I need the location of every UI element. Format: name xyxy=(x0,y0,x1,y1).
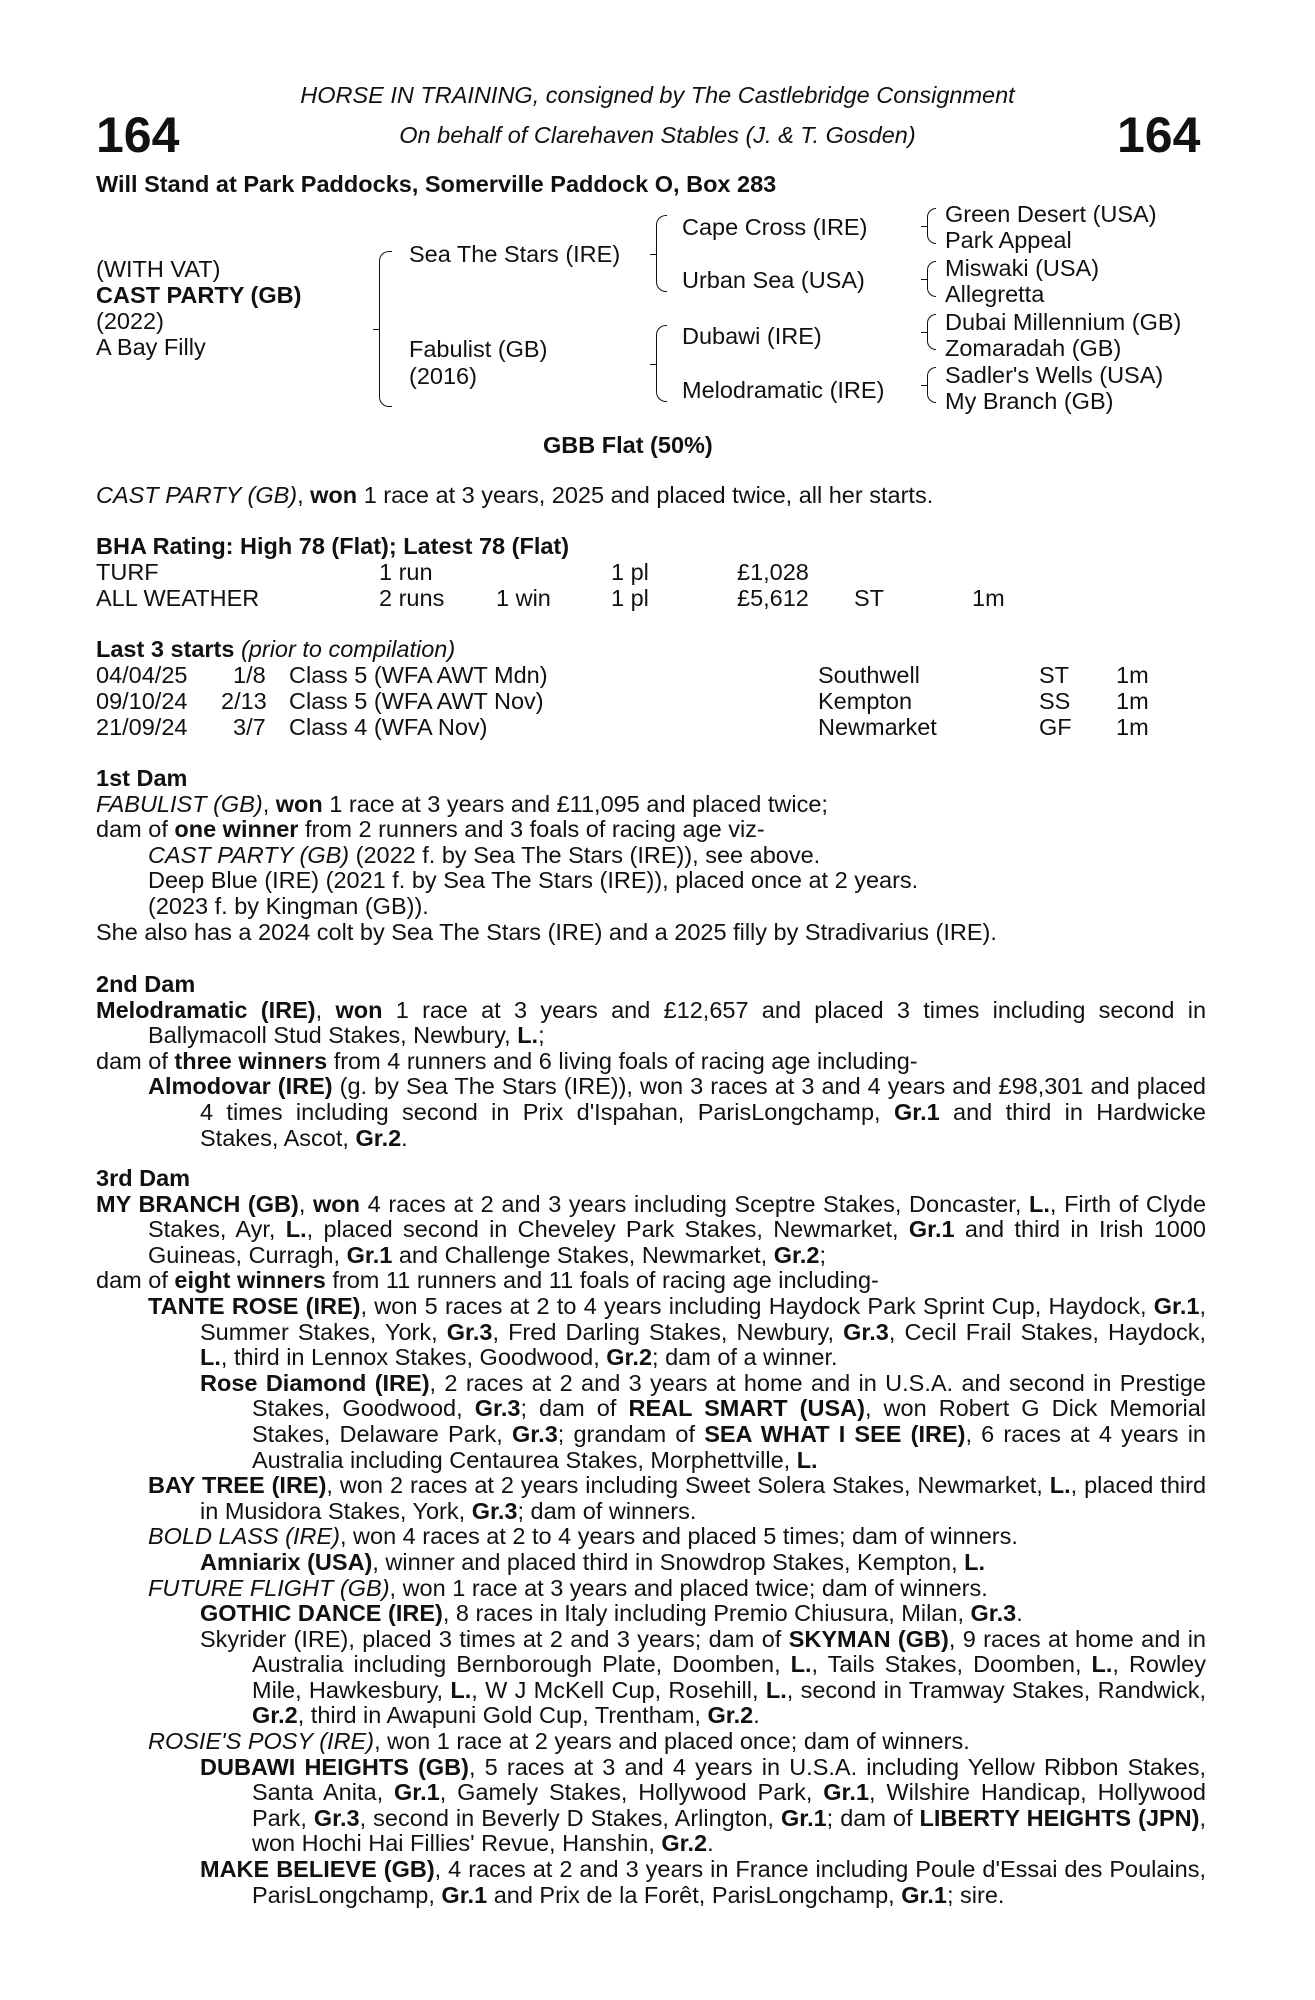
text: 4 races at 2 and 3 years including Sceptre Stakes, Doncaster, xyxy=(367,1190,1022,1217)
stand-location: Will Stand at Park Paddocks, Somerville Paddock O, Box 283 xyxy=(96,171,777,197)
text: , won 1 race at 3 years and placed twice; dam of winners. xyxy=(389,1574,988,1601)
pedigree-gg8: My Branch (GB) xyxy=(945,388,1114,414)
text: dam of xyxy=(96,1267,168,1294)
rating-prize: £1,028 xyxy=(737,559,809,585)
grade-label: Gr.1 xyxy=(393,1779,440,1806)
text: , placed third in Musidora Stakes, York, xyxy=(200,1472,1207,1524)
grade-label: Gr.1 xyxy=(441,1881,488,1908)
text: ; grandam of xyxy=(557,1420,695,1447)
produce-item xyxy=(148,1473,1206,1524)
start-distance: 1m xyxy=(1116,662,1149,688)
rating-prize: £5,612 xyxy=(737,585,809,611)
pedigree-brace-dam xyxy=(656,325,667,402)
produce-item xyxy=(148,1074,1206,1151)
produce-name: SEA WHAT I SEE (IRE) xyxy=(704,1420,966,1447)
dam-name: MY BRANCH (GB) xyxy=(96,1190,299,1217)
produce-item xyxy=(200,1371,1206,1473)
pedigree-gg5: Dubai Millennium (GB) xyxy=(945,309,1182,335)
text: , Fred Darling Stakes, Newbury, xyxy=(492,1318,835,1345)
produce-name: GOTHIC DANCE (IRE) xyxy=(200,1600,443,1627)
won-label: won xyxy=(335,996,383,1023)
consignor-line: HORSE IN TRAINING, consigned by The Castlebridge Consignment xyxy=(300,82,1015,108)
start-course: Newmarket xyxy=(818,714,937,740)
produce-name: TANTE ROSE (IRE) xyxy=(148,1292,361,1319)
last-starts-title xyxy=(96,637,455,663)
horse-name: CAST PARTY (GB) xyxy=(96,282,302,308)
listed-label: L. xyxy=(765,1676,787,1703)
pedigree-gg7: Sadler's Wells (USA) xyxy=(945,362,1164,388)
winners-count: one winner xyxy=(174,816,299,843)
produce-name: Amniarix (USA) xyxy=(200,1548,373,1575)
grade-label: Gr.3 xyxy=(313,1804,360,1831)
produce-name: FUTURE FLIGHT (GB) xyxy=(148,1574,390,1601)
grade-label: Gr.1 xyxy=(346,1241,393,1268)
produce-name: CAST PARTY (GB) xyxy=(148,841,350,868)
rating-wins: 1 win xyxy=(496,585,551,611)
text: . xyxy=(401,1124,408,1151)
text: , 6 races at 4 years in Australia including Centaurea Stakes, Morphettville, xyxy=(252,1420,1206,1473)
listed-label: L. xyxy=(964,1548,986,1575)
listed-label: L. xyxy=(1029,1190,1050,1217)
text: dam of xyxy=(96,816,168,843)
pedigree-dam-dam: Melodramatic (IRE) xyxy=(682,377,885,403)
text: , Wilshire Handicap, Hollywood Park, xyxy=(252,1779,1206,1831)
grade-label: Gr.3 xyxy=(512,1420,558,1447)
grade-label: Gr.3 xyxy=(446,1318,493,1345)
produce-item xyxy=(200,1857,1206,1908)
start-date: 04/04/25 xyxy=(96,662,188,688)
lot-number-right: 164 xyxy=(1117,107,1201,163)
pedigree-brace-g2 xyxy=(927,261,936,297)
grade-label: Gr.1 xyxy=(823,1779,870,1806)
text: . xyxy=(707,1830,714,1857)
start-course: Kempton xyxy=(818,688,913,714)
rating-row xyxy=(96,586,1196,612)
text: , won 1 race at 2 years and placed once; dam of winners. xyxy=(374,1728,970,1755)
produce-item xyxy=(148,843,1206,869)
section-heading: 3rd Dam xyxy=(96,1165,191,1191)
text: and third in Irish 1000 Guineas, Curragh, xyxy=(148,1216,1206,1268)
grade-label: Gr.3 xyxy=(843,1318,889,1345)
text: from 2 runners and 3 foals of racing age viz- xyxy=(304,816,765,843)
grade-label: Gr.2 xyxy=(355,1124,402,1151)
text: . xyxy=(753,1702,760,1729)
start-going: GF xyxy=(1039,714,1072,740)
produce-item xyxy=(200,1601,1206,1627)
rating-row xyxy=(96,560,1196,586)
text: ; dam of a winner. xyxy=(652,1344,838,1371)
text: (2022 f. by Sea The Stars (IRE)), see above. xyxy=(355,841,821,868)
rating-placed: 1 pl xyxy=(611,585,649,611)
produce-item xyxy=(200,1755,1206,1857)
start-race: Class 4 (WFA Nov) xyxy=(289,714,488,740)
grade-label: Gr.2 xyxy=(252,1702,298,1729)
text: 1 race at 3 years and £12,657 and placed 3 times including second in Ballymacoll Stud Stakes, Newbury, xyxy=(148,996,1207,1049)
start-row xyxy=(96,663,1196,689)
text: . xyxy=(1016,1600,1023,1627)
produce-item xyxy=(200,1627,1206,1729)
start-distance: 1m xyxy=(1116,688,1149,714)
text: , second in Tramway Stakes, Randwick, xyxy=(786,1676,1207,1703)
text: , placed second in Cheveley Park Stakes, Newmarket, xyxy=(306,1216,899,1243)
pedigree-brace-g4 xyxy=(927,367,936,403)
text: , third in Awapuni Gold Cup, Trentham, xyxy=(297,1702,701,1729)
third-dam-section xyxy=(96,1166,1206,1908)
produce-name: BOLD LASS (IRE) xyxy=(148,1523,340,1550)
last-starts-subtitle: (prior to compilation) xyxy=(240,636,456,662)
start-going: SS xyxy=(1039,688,1071,714)
race-summary: CAST PARTY (GB), won 1 race at 3 years, 2025 and placed twice, all her starts. xyxy=(96,482,934,508)
pedigree-dam-sire: Dubawi (IRE) xyxy=(682,323,822,349)
text: , won 2 races at 2 years including Sweet Solera Stakes, Newmarket, xyxy=(326,1472,1043,1499)
lot-number-left: 164 xyxy=(96,107,180,163)
text: , 5 races at 3 and 4 years in U.S.A. including Yellow Ribbon Stakes, Santa Anita, xyxy=(252,1753,1207,1806)
pedigree-brace-g3 xyxy=(927,314,936,350)
text: , won Hochi Hai Fillies' Revue, Hanshin, xyxy=(252,1804,1207,1857)
text: , won 4 races at 2 to 4 years and placed 5 times; dam of winners. xyxy=(339,1523,1018,1550)
rating-distance: 1m xyxy=(972,585,1005,611)
listed-label: L. xyxy=(790,1651,812,1678)
start-date: 21/09/24 xyxy=(96,714,188,740)
grade-label: Gr.2 xyxy=(661,1830,708,1857)
start-race: Class 5 (WFA AWT Mdn) xyxy=(289,662,548,688)
grade-label: Gr.1 xyxy=(780,1804,827,1831)
text: , won Robert G Dick Memorial Stakes, Delaware Park, xyxy=(252,1395,1207,1447)
start-date: 09/10/24 xyxy=(96,688,188,714)
text: , Gamely Stakes, Hollywood Park, xyxy=(439,1779,813,1806)
grade-label: Gr.2 xyxy=(773,1241,820,1268)
text: , won 5 races at 2 to 4 years including Haydock Park Sprint Cup, Haydock, xyxy=(360,1292,1147,1319)
pedigree-sire-dam: Urban Sea (USA) xyxy=(682,267,865,293)
pedigree-dam-year: (2016) xyxy=(409,363,477,389)
text: , 8 races in Italy including Premio Chiusura, Milan, xyxy=(442,1600,964,1627)
start-position: 3/7 xyxy=(233,714,266,740)
start-position: 1/8 xyxy=(233,662,266,688)
text: , Rowley Mile, Hawkesbury, xyxy=(252,1651,1206,1703)
text: and Challenge Stakes, Newmarket, xyxy=(398,1241,768,1268)
text: Skyrider (IRE), placed 3 times at 2 and 3 years; dam of xyxy=(200,1625,782,1652)
produce-item xyxy=(200,1550,1206,1576)
grade-label: Gr.1 xyxy=(901,1881,947,1908)
text: ; sire. xyxy=(946,1881,1005,1908)
text: , winner and placed third in Snowdrop Stakes, Kempton, xyxy=(372,1548,958,1575)
produce-name: LIBERTY HEIGHTS (JPN) xyxy=(919,1804,1200,1831)
produce-summary xyxy=(96,1268,1206,1294)
text: (g. by Sea The Stars (IRE)), won 3 races at 3 and 4 years and £98,301 and placed 4 times including second in Prix d'Ispahan, ParisLongchamp, xyxy=(200,1073,1206,1125)
vat-note: (WITH VAT) xyxy=(96,256,221,282)
text: from 4 runners and 6 living foals of racing age including- xyxy=(333,1047,918,1074)
start-position: 2/13 xyxy=(221,688,267,714)
section-heading: 2nd Dam xyxy=(96,971,196,997)
summary-name: CAST PARTY (GB) xyxy=(96,482,298,508)
listed-label: L. xyxy=(517,1022,539,1049)
listed-label: L. xyxy=(1091,1651,1113,1678)
grade-label: Gr.3 xyxy=(970,1600,1017,1627)
text: and third in Hardwicke Stakes, Ascot, xyxy=(200,1098,1206,1151)
pedigree-gg6: Zomaradah (GB) xyxy=(945,335,1122,361)
start-course: Southwell xyxy=(818,662,920,688)
pedigree-gg2: Park Appeal xyxy=(945,227,1072,253)
text: , Firth of Clyde Stakes, Ayr, xyxy=(148,1190,1207,1243)
horse-year: (2022) xyxy=(96,308,164,334)
produce-name: Rose Diamond (IRE) xyxy=(200,1369,430,1396)
text: , 9 races at home and in Australia including Bernborough Plate, Doomben, xyxy=(252,1625,1206,1678)
grade-label: Gr.2 xyxy=(606,1344,653,1371)
text: from 11 runners and 11 foals of racing age including- xyxy=(332,1267,879,1294)
winners-count: eight winners xyxy=(174,1267,326,1294)
produce-item xyxy=(148,1729,1206,1755)
pedigree-gg4: Allegretta xyxy=(945,281,1045,307)
text: , 4 races at 2 and 3 years in France including Poule d'Essai des Poulains, ParisLongchamp, xyxy=(252,1856,1206,1908)
text: ; dam of xyxy=(826,1804,913,1831)
last-starts-heading: Last 3 starts xyxy=(96,636,235,662)
text: ; dam of xyxy=(520,1395,617,1422)
first-dam-section xyxy=(96,766,1206,945)
produce-name: BAY TREE (IRE) xyxy=(148,1472,327,1499)
dam-note: She also has a 2024 colt by Sea The Stars (IRE) and a 2025 filly by Stradivarius (IRE). xyxy=(96,918,997,945)
rating-surface: ALL WEATHER xyxy=(96,585,260,611)
summary-text: 1 race at 3 years, 2025 and placed twice, all her starts. xyxy=(363,482,934,508)
grade-label: Gr.1 xyxy=(1153,1292,1200,1319)
won-label: won xyxy=(275,790,323,817)
produce-name: MAKE BELIEVE (GB) xyxy=(200,1856,435,1883)
produce-item: Deep Blue (IRE) (2021 f. by Sea The Stars (IRE)), placed once at 2 years. xyxy=(148,867,919,894)
text: , Tails Stakes, Doomben, xyxy=(811,1651,1082,1678)
start-row xyxy=(96,689,1196,715)
text: and Prix de la Forêt, ParisLongchamp, xyxy=(493,1881,895,1908)
pedigree-dam: Fabulist (GB) xyxy=(409,336,548,362)
produce-name: ROSIE'S POSY (IRE) xyxy=(148,1728,375,1755)
text: ; xyxy=(819,1241,826,1268)
gbb-flat: GBB Flat (50%) xyxy=(543,432,713,458)
produce-name: DUBAWI HEIGHTS (GB) xyxy=(200,1753,469,1780)
text: , 2 races at 2 and 3 years at home and in U.S.A. and second in Prestige Stakes, Goodwood, xyxy=(252,1369,1206,1422)
listed-label: L. xyxy=(200,1344,221,1371)
text: ; xyxy=(538,1022,545,1049)
dam-name: FABULIST (GB) xyxy=(96,790,263,817)
produce-name: Almodovar (IRE) xyxy=(148,1073,333,1100)
produce-item xyxy=(148,1524,1206,1550)
pedigree-gg1: Green Desert (USA) xyxy=(945,201,1157,227)
pedigree-brace-g1 xyxy=(927,208,936,244)
start-race: Class 5 (WFA AWT Nov) xyxy=(289,688,544,714)
text: , third in Lennox Stakes, Goodwood, xyxy=(220,1344,600,1371)
rating-runs: 2 runs xyxy=(379,585,445,611)
produce-summary xyxy=(96,817,1206,843)
second-dam-section xyxy=(96,972,1206,1151)
summary-won: won xyxy=(310,482,358,508)
grade-label: Gr.3 xyxy=(471,1497,518,1524)
horse-description: A Bay Filly xyxy=(96,334,206,360)
pedigree-brace-main xyxy=(379,251,392,407)
winners-count: three winners xyxy=(174,1047,328,1074)
dam-record: Melodramatic (IRE), won 1 race at 3 years and £12,657 and placed 3 times including second in Ballymacoll Stud Stakes, Newbury, L.; xyxy=(96,996,1207,1049)
dam-record: FABULIST (GB), won 1 race at 3 years and £11,095 and placed twice; xyxy=(96,790,828,817)
rating-surface: TURF xyxy=(96,559,159,585)
start-row xyxy=(96,715,1196,741)
grade-label: Gr.1 xyxy=(893,1098,940,1125)
won-label: won xyxy=(313,1190,360,1217)
grade-label: Gr.3 xyxy=(474,1395,521,1422)
produce-item xyxy=(148,1294,1206,1371)
listed-label: L. xyxy=(796,1446,818,1473)
rating-going: ST xyxy=(854,585,885,611)
grade-label: Gr.2 xyxy=(707,1702,754,1729)
text: , second in Beverly D Stakes, Arlington, xyxy=(359,1804,774,1831)
bha-rating-title: BHA Rating: High 78 (Flat); Latest 78 (Flat) xyxy=(96,533,570,559)
pedigree-gg3: Miswaki (USA) xyxy=(945,255,1100,281)
start-distance: 1m xyxy=(1116,714,1149,740)
rating-placed: 1 pl xyxy=(611,559,649,585)
section-heading: 1st Dam xyxy=(96,765,188,791)
dam-name: Melodramatic (IRE) xyxy=(96,996,316,1023)
pedigree-brace-sire xyxy=(656,215,667,292)
listed-label: L. xyxy=(285,1216,307,1243)
pedigree-sire: Sea The Stars (IRE) xyxy=(409,241,621,267)
produce-name: SKYMAN (GB) xyxy=(788,1625,949,1652)
listed-label: L. xyxy=(1049,1472,1071,1499)
pedigree-sire-sire: Cape Cross (IRE) xyxy=(682,214,868,240)
text: dam of xyxy=(96,1047,168,1074)
dam-record: MY BRANCH (GB), won 4 races at 2 and 3 years including Sceptre Stakes, Doncaster, L., Firth of Clyde Stakes, Ayr, L., placed second in Cheveley Park Stakes, Newmarket, Gr.1 and third in Irish 1000 Guineas, Curragh, Gr.1 and Challenge Stakes, Newmarket, Gr.2; xyxy=(96,1190,1207,1268)
listed-label: L. xyxy=(450,1676,472,1703)
text: , W J McKell Cup, Rosehill, xyxy=(471,1676,759,1703)
produce-item: (2023 f. by Kingman (GB)). xyxy=(148,892,429,919)
vendor-line: On behalf of Clarehaven Stables (J. & T. Gosden) xyxy=(399,122,916,148)
grade-label: Gr.1 xyxy=(908,1216,955,1243)
dam-record-text: 1 race at 3 years and £11,095 and placed twice; xyxy=(329,790,828,817)
text: , Summer Stakes, York, xyxy=(200,1292,1206,1345)
produce-summary xyxy=(96,1049,1206,1075)
produce-name: REAL SMART (USA) xyxy=(628,1395,865,1422)
rating-runs: 1 run xyxy=(379,559,433,585)
start-going: ST xyxy=(1039,662,1070,688)
produce-item xyxy=(148,1576,1206,1602)
text: ; dam of winners. xyxy=(517,1497,697,1524)
text: , Cecil Frail Stakes, Haydock, xyxy=(888,1318,1206,1345)
